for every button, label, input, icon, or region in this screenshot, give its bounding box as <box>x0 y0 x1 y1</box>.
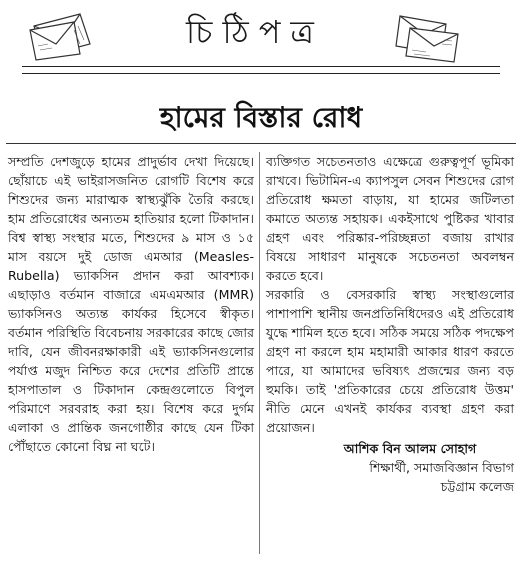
author-name: আশিক বিন আলম সোহাগ <box>343 441 477 456</box>
article-column-left <box>8 152 254 456</box>
paragraph: ব্যক্তিগত সচেতনতাও এক্ষেত্রে গুরুত্বপূর্ণ ভূমিকা রাখবে। ভিটামিন-এ ক্যাপসুল সেবন শিশুদের রোগ প্রতিরোধ ক্ষমতা বাড়ায়, যা হামের জটিলতা কমাতে অত্যন্ত সহায়ক। একইসাথে পুষ্টিকর খাবার গ্রহণ এবং পরিষ্কার-পরিচ্ছন্নতা বজায় রাখার বিষয়ে সাধারণ মানুষকে সচেতনতা অবলম্বন করতে হবে। <box>266 154 514 283</box>
author-signature <box>266 439 514 496</box>
envelope-icon <box>28 6 98 64</box>
headline-rule <box>6 143 516 144</box>
author-institution: চট্টগ্রাম কলেজ <box>440 479 514 494</box>
masthead-rule-top <box>22 66 500 67</box>
envelope-icon <box>392 6 462 64</box>
masthead-rule-bottom <box>22 73 500 74</box>
section-masthead <box>0 0 522 78</box>
author-role: শিক্ষার্থী, সমাজবিজ্ঞান বিভাগ <box>369 460 514 475</box>
article-column-right <box>266 152 514 496</box>
paragraph: সরকারি ও বেসরকারি স্বাস্থ্য সংস্থাগুলোর পাশাপাশি স্থানীয় জনপ্রতিনিধিদেরও এই প্রতিরোধ যুদ্ধে শামিল হতে হবে। সঠিক সময়ে সঠিক পদক্ষেপ গ্রহণ না করলে হাম মহামারী আকার ধারণ করতে পারে, যা আমাদের ভবিষ্যৎ প্রজন্মের জন্য বড় হুমকি। তাই 'প্রতিকারের চেয়ে প্রতিরোধ উত্তম' নীতি মেনে এখনই কার্যকর ব্যবস্থা গ্রহণ করা প্রয়োজন। <box>266 287 514 435</box>
article-headline: হামের বিস্তার রোধ <box>159 101 363 134</box>
column-divider <box>259 152 260 554</box>
paragraph: সম্প্রতি দেশজুড়ে হামের প্রাদুর্ভাব দেখা দিয়েছে। ছোঁয়াচে এই ভাইরাসজনিত রোগটি বিশেষ করে শিশুদের জন্য মারাত্মক স্বাস্থ্যঝুঁকি তৈরি করছে। হাম প্রতিরোধের অন্যতম হাতিয়ার হলো টিকাদান। বিশ্ব স্বাস্থ্য সংস্থার মতে, শিশুদের ৯ মাস ও ১৫ মাস বয়সে দুই ডোজ এমআর (Measles-Rubella) ভ্যাকসিন প্রদান করা আবশ্যক। এছাড়াও বর্তমান বাজারে এমএমআর (MMR) ভ্যাকসিনও অত্যন্ত কার্যকর হিসেবে স্বীকৃত। বর্তমান পরিস্থিতি বিবেচনায় সরকারের কাছে জোর দাবি, যেন জীবনরক্ষাকারী এই ভ্যাকসিনগুলোর পর্যাপ্ত মজুদ নিশ্চিত করে দেশের প্রতিটি প্রান্তে হাসপাতাল ও টিকাদান কেন্দ্রগুলোতে বিপুল পরিমাণে সরবরাহ করা হয়। বিশেষ করে দুর্গম এলাকা ও প্রান্তিক জনগোষ্ঠীর কাছে যেন টিকা পৌঁছাতে কোনো বিঘ্ন না ঘটে। <box>8 154 254 454</box>
section-title: চিঠিপত্র <box>186 13 324 51</box>
